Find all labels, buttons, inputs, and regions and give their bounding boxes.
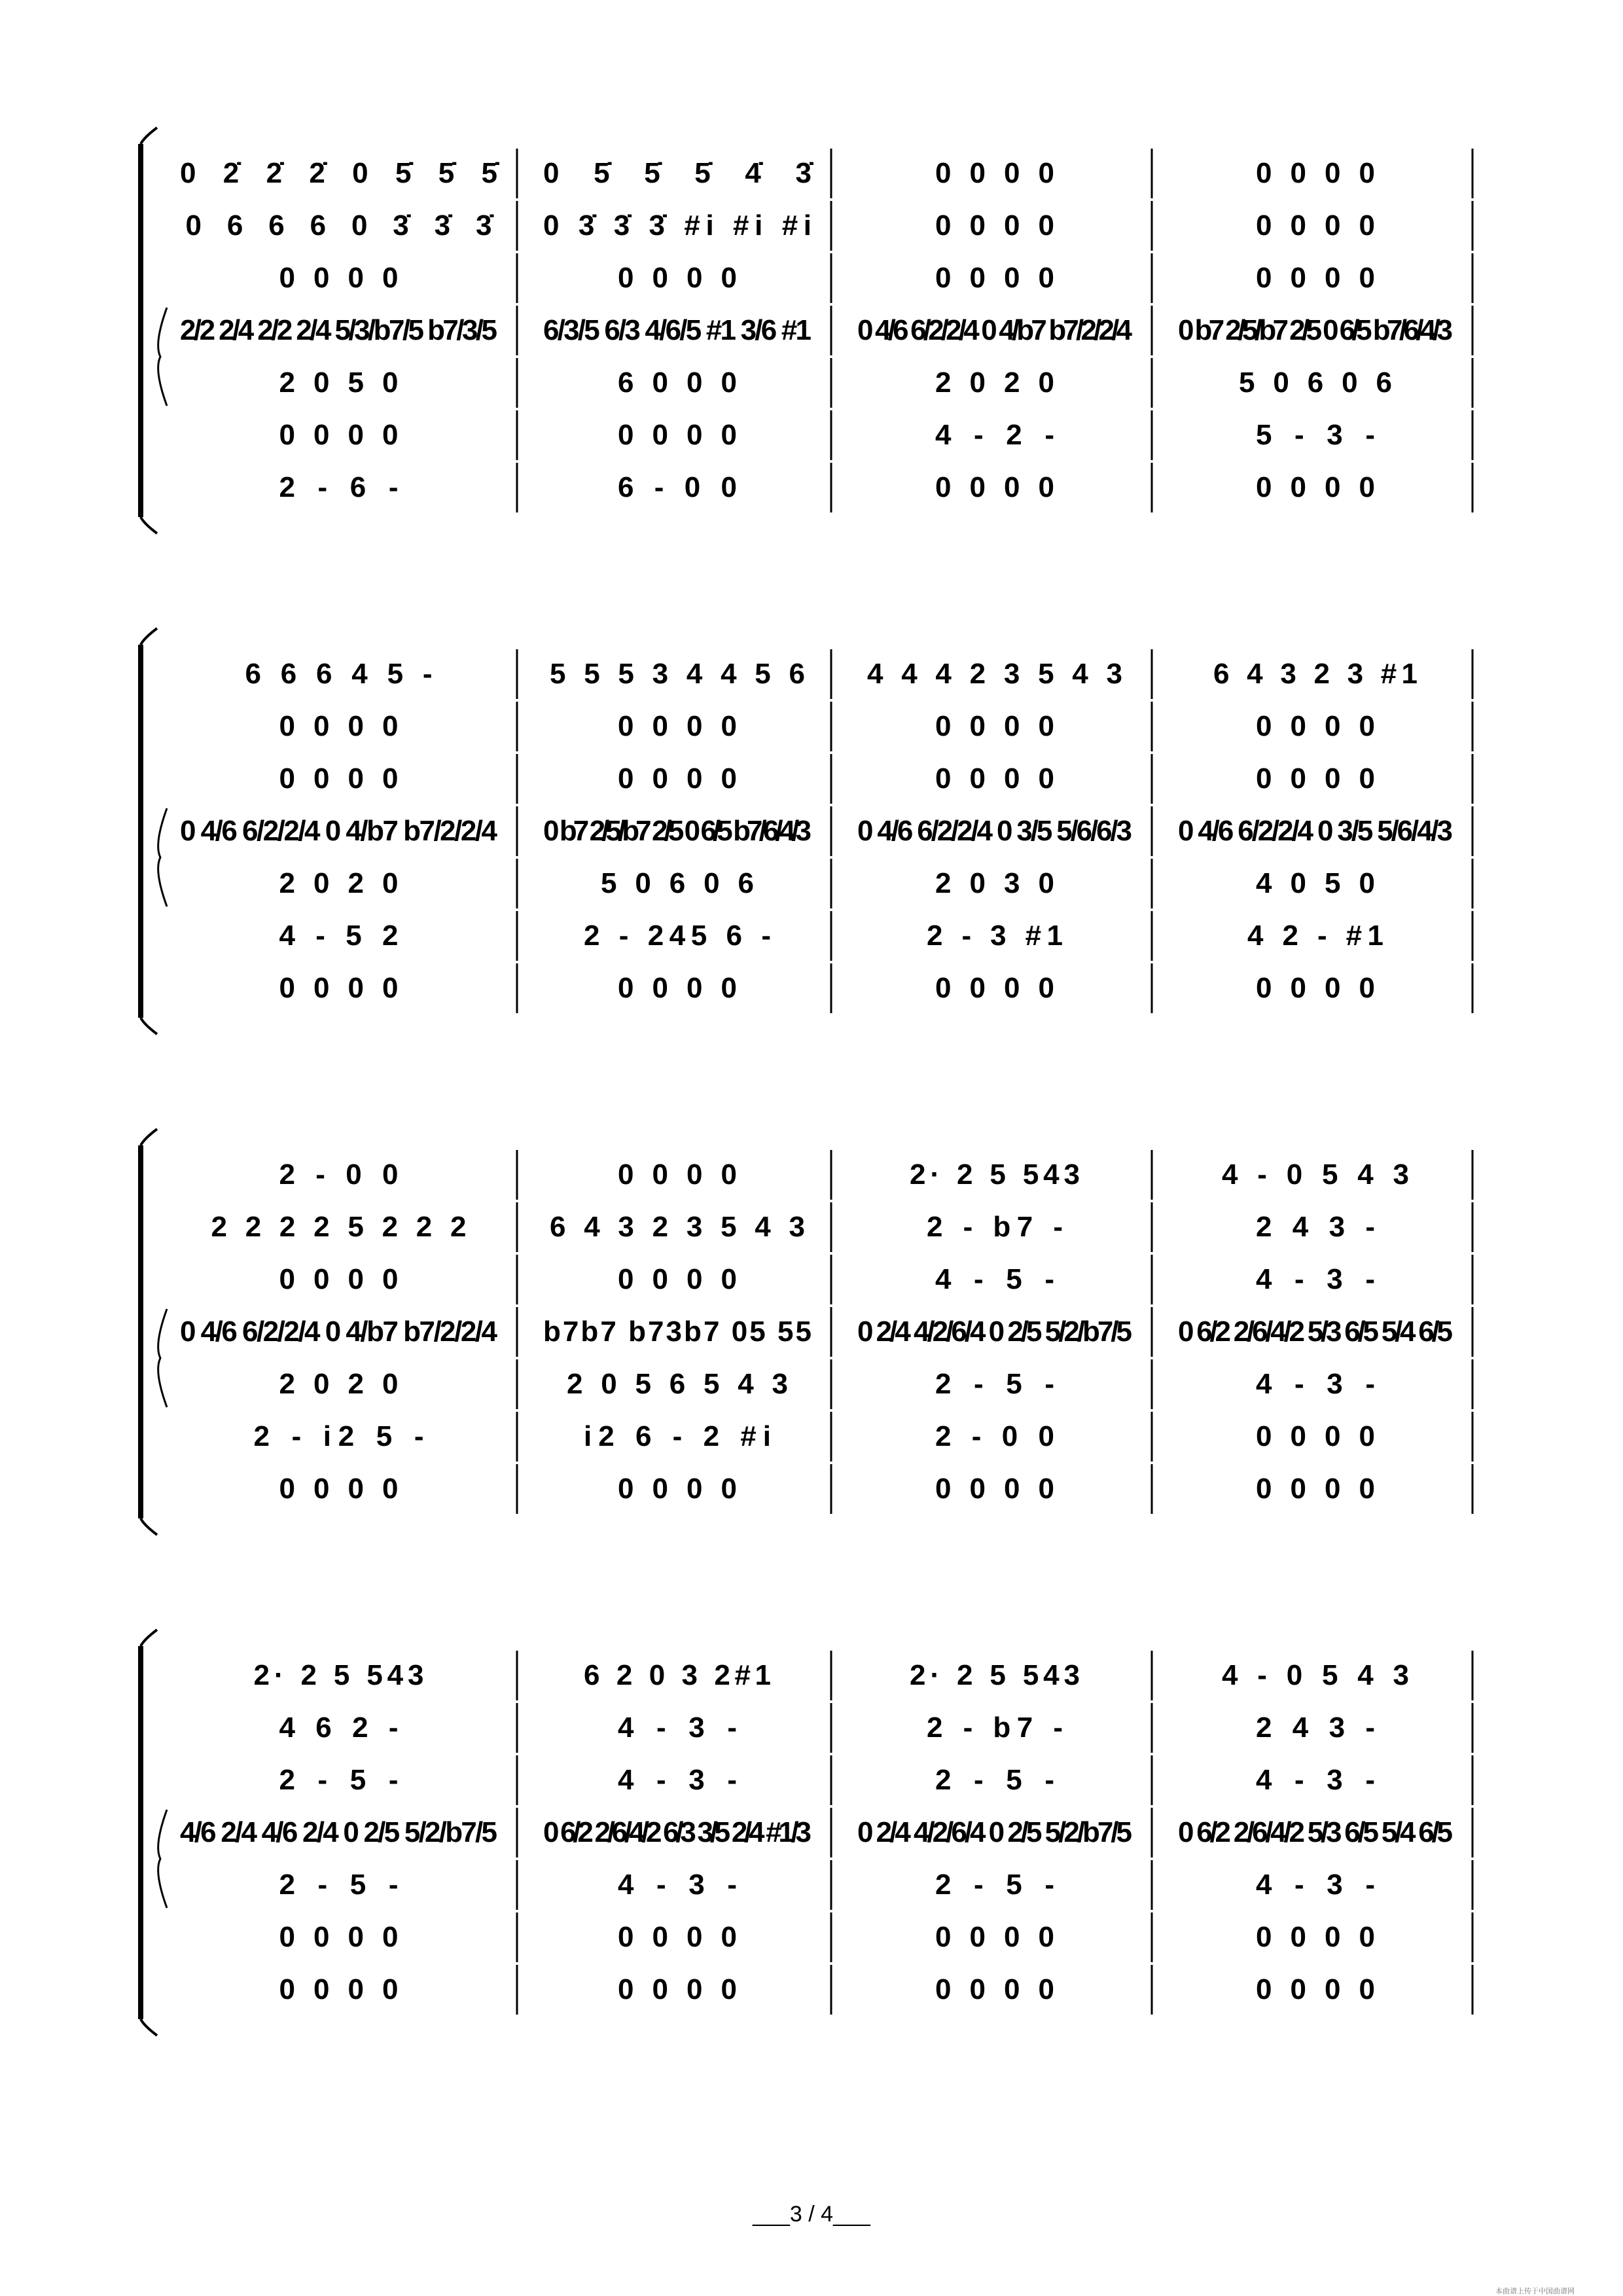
measure-4-6-4: 0 0 0 0 <box>1256 1921 1375 1953</box>
bracket-hook-bottom <box>141 1018 157 1034</box>
measure-1-2-1: 0 6 6 6 0 3̇ 3̇ 3̇ <box>185 209 492 242</box>
measure-4-4-4: 0 6/2 2/6/4/2 5/3 6/5 5/4 6/5 <box>1178 1816 1453 1848</box>
measure-4-3-2: 4 - 3 - <box>618 1764 737 1796</box>
system-1 <box>141 128 1472 533</box>
measure-1-7-1: 2 - 6 - <box>279 471 399 503</box>
measure-2-5-4: 4 0 5 0 <box>1256 867 1375 899</box>
measure-4-7-3: 0 0 0 0 <box>935 1973 1054 2005</box>
measure-2-3-2: 0 0 0 0 <box>618 762 737 795</box>
measure-1-4-1: 2/2 2/4 2/2 2/4 5/3/b7/5 b7/3/5 <box>180 314 497 346</box>
measure-1-5-4: 5 0 6 0 6 <box>1239 367 1392 399</box>
footer-rule-right: ___ <box>833 2202 870 2227</box>
measure-2-4-3: 0 4/6 6/2/2/4 0 3/5 5/6/6/3 <box>857 815 1132 847</box>
measure-3-5-3: 2 - 5 - <box>935 1368 1054 1400</box>
measure-1-4-2: 6/3/5 6/3 4/6/5 #1 3/6 #1 <box>543 314 812 346</box>
measure-4-5-1: 2 - 5 - <box>279 1869 399 1901</box>
measure-4-6-3: 0 0 0 0 <box>935 1921 1054 1953</box>
measure-2-4-2: 0 b7 2/5/b7 2/5 0 6/5 b7/6/4/3 <box>543 815 812 847</box>
measure-4-7-4: 0 0 0 0 <box>1256 1973 1375 2005</box>
measure-1-3-3: 0 0 0 0 <box>935 262 1054 294</box>
page-number-footer <box>0 2202 1623 2227</box>
measure-3-5-4: 4 - 3 - <box>1256 1368 1375 1400</box>
measure-2-2-4: 0 0 0 0 <box>1256 710 1375 742</box>
measure-4-5-4: 4 - 3 - <box>1256 1869 1375 1901</box>
measure-4-4-3: 0 2/4 4/2/6/4 0 2/5 5/2/b7/5 <box>857 1816 1132 1848</box>
bracket-hook-top <box>141 128 157 144</box>
measure-1-5-2: 6 0 0 0 <box>618 367 737 399</box>
measure-4-4-1: 4/6 2/4 4/6 2/4 0 2/5 5/2/b7/5 <box>180 1816 497 1848</box>
piano-brace <box>158 1810 167 1908</box>
measure-4-5-2: 4 - 3 - <box>618 1869 737 1901</box>
measure-2-7-4: 0 0 0 0 <box>1256 972 1375 1004</box>
measure-4-7-1: 0 0 0 0 <box>279 1973 399 2005</box>
measure-1-5-3: 2 0 2 0 <box>935 367 1054 399</box>
measure-3-2-2: 6 4 3 2 3 5 4 3 <box>550 1211 805 1243</box>
measure-3-7-1: 0 0 0 0 <box>279 1473 399 1505</box>
measure-1-6-1: 0 0 0 0 <box>279 419 399 451</box>
measure-4-4-2: 0 6/2 2/6/4/2 6/3 3/5 2/4 #1/3 <box>543 1816 812 1848</box>
page-number: 3 / 4 <box>789 2202 834 2227</box>
measure-4-7-2: 0 0 0 0 <box>618 1973 737 2005</box>
measure-2-7-1: 0 0 0 0 <box>279 972 399 1004</box>
measure-2-6-2: 2 - 245 6 - <box>584 920 771 952</box>
measure-4-1-1: 2· 2 5 543 <box>253 1659 424 1691</box>
measure-4-2-2: 4 - 3 - <box>618 1712 737 1744</box>
measure-4-2-4: 2 4 3 - <box>1256 1712 1375 1744</box>
measure-1-5-1: 2 0 5 0 <box>279 367 399 399</box>
piano-brace <box>158 308 167 406</box>
piano-brace <box>158 1309 167 1407</box>
measure-3-2-1: 2 2 2 2 5 2 2 2 <box>211 1211 467 1243</box>
measure-2-5-3: 2 0 3 0 <box>935 867 1054 899</box>
measure-2-1-1: 6 6 6 4 5 - <box>245 658 433 690</box>
measure-3-4-2: b7b7 b73b7 05 55 <box>543 1316 812 1348</box>
measure-3-2-4: 2 4 3 - <box>1256 1211 1375 1243</box>
measure-1-6-3: 4 - 2 - <box>935 419 1054 451</box>
measure-3-3-4: 4 - 3 - <box>1256 1263 1375 1295</box>
measure-3-3-2: 0 0 0 0 <box>618 1263 737 1295</box>
measure-3-1-4: 4 - 0 5 4 3 <box>1222 1158 1409 1191</box>
measure-3-5-2: 2 0 5 6 5 4 3 <box>567 1368 788 1400</box>
measure-2-4-4: 0 4/6 6/2/2/4 0 3/5 5/6/4/3 <box>1178 815 1453 847</box>
measure-1-2-4: 0 0 0 0 <box>1256 209 1375 242</box>
watermark: 本曲谱上传于中国曲谱网 <box>1495 2287 1575 2295</box>
measure-2-6-3: 2 - 3 #1 <box>927 920 1063 952</box>
system-3 <box>141 1129 1472 1535</box>
piano-brace <box>158 808 167 906</box>
measure-4-1-2: 6 2 0 3 2#1 <box>584 1659 771 1691</box>
measure-1-7-2: 6 - 0 0 <box>618 471 737 503</box>
system-2 <box>141 628 1472 1034</box>
measure-3-2-3: 2 - b7 - <box>927 1211 1063 1243</box>
bracket-hook-bottom <box>141 2019 157 2036</box>
measure-1-2-2: 0 3̇ 3̇ 3̇ #i #i #i <box>543 209 812 242</box>
measure-1-6-2: 0 0 0 0 <box>618 419 737 451</box>
measure-3-4-3: 0 2/4 4/2/6/4 0 2/5 5/2/b7/5 <box>857 1316 1132 1348</box>
measure-1-1-3: 0 0 0 0 <box>935 157 1054 189</box>
measure-3-6-3: 2 - 0 0 <box>935 1420 1054 1452</box>
measure-1-1-2: 0 5̇ 5̇ 5̇ 4̇ 3̇ <box>543 157 812 189</box>
measure-2-1-3: 4 4 4 2 3 5 4 3 <box>867 658 1122 690</box>
measure-4-3-1: 2 - 5 - <box>279 1764 399 1796</box>
system-4 <box>141 1630 1472 2036</box>
bracket-hook-top <box>141 1129 157 1145</box>
bracket-hook-top <box>141 1630 157 1646</box>
measure-2-6-4: 4 2 - #1 <box>1247 920 1383 952</box>
measure-3-6-1: 2 - i2 5 - <box>253 1420 424 1452</box>
measure-3-7-2: 0 0 0 0 <box>618 1473 737 1505</box>
measure-4-6-2: 0 0 0 0 <box>618 1921 737 1953</box>
bracket-hook-bottom <box>141 517 157 533</box>
measure-1-6-4: 5 - 3 - <box>1256 419 1375 451</box>
measure-4-3-3: 2 - 5 - <box>935 1764 1054 1796</box>
footer-rule-left: ___ <box>753 2202 790 2227</box>
measure-3-6-4: 0 0 0 0 <box>1256 1420 1375 1452</box>
measure-4-3-4: 4 - 3 - <box>1256 1764 1375 1796</box>
measure-4-6-1: 0 0 0 0 <box>279 1921 399 1953</box>
measure-1-2-3: 0 0 0 0 <box>935 209 1054 242</box>
measure-1-4-4: 0 b7 2/5/b7 2/5 0 6/5 b7/6/4/3 <box>1178 314 1453 346</box>
measure-2-6-1: 4 - 5 2 <box>279 920 399 952</box>
measure-2-3-4: 0 0 0 0 <box>1256 762 1375 795</box>
measure-2-2-1: 0 0 0 0 <box>279 710 399 742</box>
measure-2-3-3: 0 0 0 0 <box>935 762 1054 795</box>
measure-2-7-2: 0 0 0 0 <box>618 972 737 1004</box>
measure-1-7-4: 0 0 0 0 <box>1256 471 1375 503</box>
measure-4-2-1: 4 6 2 - <box>279 1712 399 1744</box>
measure-1-3-2: 0 0 0 0 <box>618 262 737 294</box>
measure-3-4-4: 0 6/2 2/6/4/2 5/3 6/5 5/4 6/5 <box>1178 1316 1453 1348</box>
measure-2-2-2: 0 0 0 0 <box>618 710 737 742</box>
measure-3-3-3: 4 - 5 - <box>935 1263 1054 1295</box>
measure-1-3-1: 0 0 0 0 <box>279 262 399 294</box>
measure-2-5-1: 2 0 2 0 <box>279 867 399 899</box>
measure-3-7-4: 0 0 0 0 <box>1256 1473 1375 1505</box>
measure-2-1-2: 5 5 5 3 4 4 5 6 <box>550 658 805 690</box>
measure-3-1-1: 2 - 0 0 <box>279 1158 399 1191</box>
measure-4-2-3: 2 - b7 - <box>927 1712 1063 1744</box>
measure-2-7-3: 0 0 0 0 <box>935 972 1054 1004</box>
measure-2-5-2: 5 0 6 0 6 <box>601 867 754 899</box>
measure-1-3-4: 0 0 0 0 <box>1256 262 1375 294</box>
measure-3-1-3: 2· 2 5 543 <box>910 1158 1080 1191</box>
measure-2-3-1: 0 0 0 0 <box>279 762 399 795</box>
bracket-hook-top <box>141 628 157 645</box>
measure-4-1-3: 2· 2 5 543 <box>910 1659 1080 1691</box>
measure-2-2-3: 0 0 0 0 <box>935 710 1054 742</box>
measure-1-1-4: 0 0 0 0 <box>1256 157 1375 189</box>
measure-2-4-1: 0 4/6 6/2/2/4 0 4/b7 b7/2/2/4 <box>180 815 497 847</box>
bracket-hook-bottom <box>141 1518 157 1535</box>
measure-1-1-1: 0 2̇ 2̇ 2̇ 0 5̇ 5̇ 5̇ <box>180 157 497 189</box>
measure-3-5-1: 2 0 2 0 <box>279 1368 399 1400</box>
measure-3-3-1: 0 0 0 0 <box>279 1263 399 1295</box>
measure-1-7-3: 0 0 0 0 <box>935 471 1054 503</box>
measure-2-1-4: 6 4 3 2 3 #1 <box>1213 658 1418 690</box>
measure-3-7-3: 0 0 0 0 <box>935 1473 1054 1505</box>
measure-3-4-1: 0 4/6 6/2/2/4 0 4/b7 b7/2/2/4 <box>180 1316 497 1348</box>
measure-3-6-2: i2 6 - 2 #i <box>584 1420 771 1452</box>
measure-4-5-3: 2 - 5 - <box>935 1869 1054 1901</box>
measure-3-1-2: 0 0 0 0 <box>618 1158 737 1191</box>
measure-1-4-3: 0 4/6 6/2/2/4 0 4/b7 b7/2/2/4 <box>857 314 1132 346</box>
measure-4-1-4: 4 - 0 5 4 3 <box>1222 1659 1409 1691</box>
